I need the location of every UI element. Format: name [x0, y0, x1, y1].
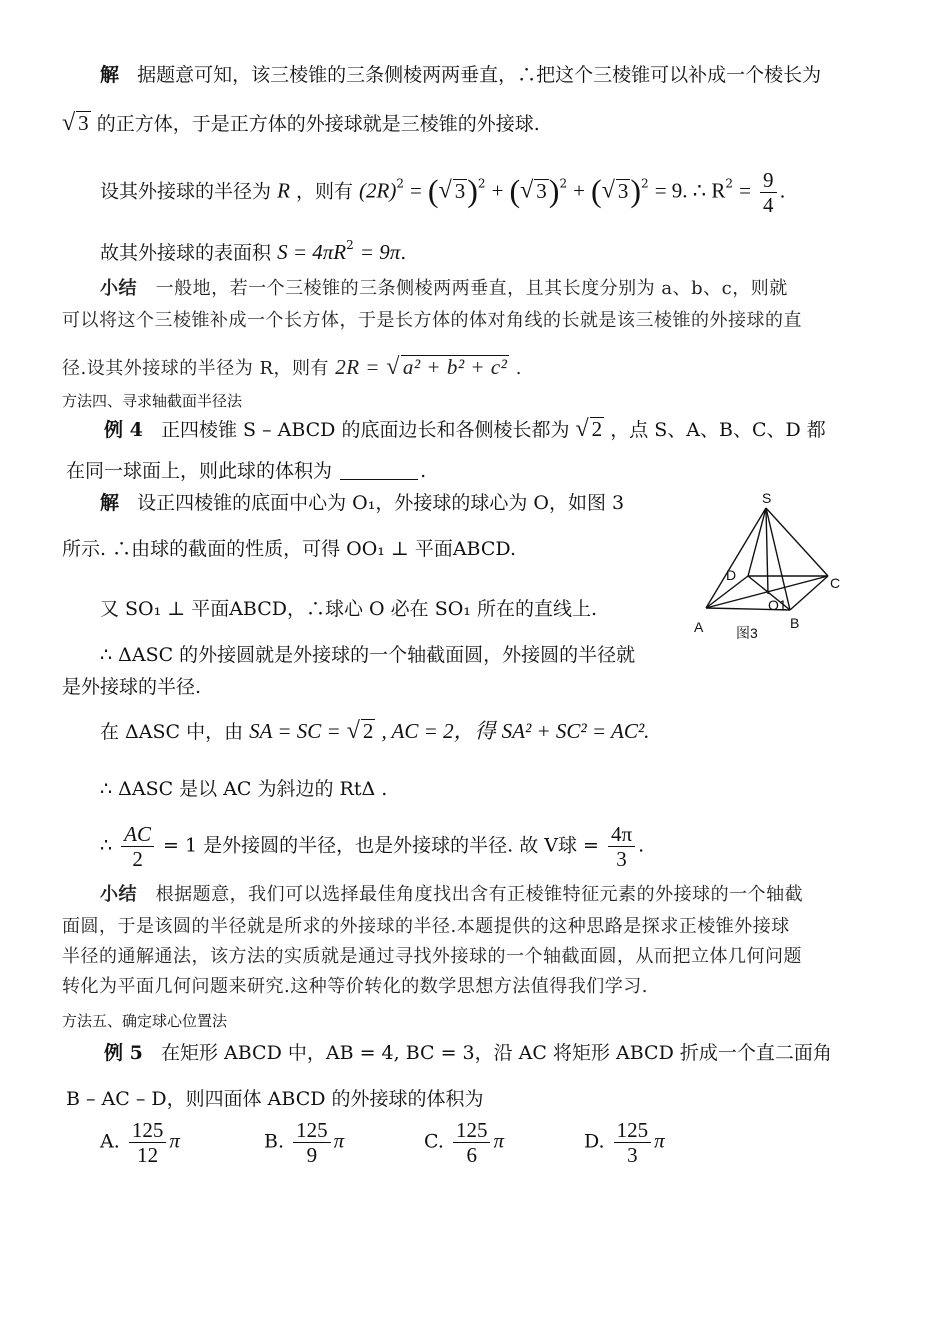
ex5-line2: B – AC – D，则四面体 ABCD 的外接球的体积为	[66, 1088, 484, 1110]
summary4-line3: 半径的通解通法，该方法的实质就是通过寻找外接球的一个轴截面圆，从而把立体几何问题	[62, 946, 802, 967]
sol3-line2: √ 3 的正方体，于是正方体的外接球就是三棱锥的外接球.	[62, 110, 540, 136]
sol3-line4: 故其外接球的表面积 $S = 4\pi R^2 = 9\pi$.	[100, 238, 407, 264]
sol3-line3: 设其外接球的半径为 R ，则有 $(2R)^2$ = (√ 3)$^2$ + (√ 3)$^2$ + (√ 3)$^2$ = 9. ∴ $R^2$ = $\frac{9}{4}$ .	[100, 168, 786, 217]
ex5-line1: 例 5 在矩形 ABCD 中，AB = 4, BC = 3，沿 AC 将矩形 ABCD 折成一个直二面角	[104, 1042, 832, 1064]
sol4-line2: 所示. ∴由球的截面的性质，可得 OO₁ ⊥ 平面ABCD.	[62, 538, 517, 560]
sol3-line1	[100, 62, 821, 88]
option-d[interactable]: D. $\frac{125}{3}$ π	[584, 1118, 665, 1167]
sol3-text2: 的正方体，于是正方体的外接球就是三棱锥的外接球.	[96, 113, 540, 135]
ex4-line2: 在同一球面上，则此球的体积为 .	[66, 460, 427, 482]
method4-title: 方法四、寻求轴截面半径法	[62, 392, 243, 410]
sol4-line5: 是外接球的半径.	[62, 676, 202, 698]
fraction-9-4: $\frac{9}{4}$	[760, 168, 777, 217]
option-a[interactable]: A. $\frac{125}{12}$ π	[100, 1118, 180, 1167]
figure-caption: 图3	[736, 625, 758, 641]
option-b[interactable]: B. $\frac{125}{9}$ π	[264, 1118, 345, 1167]
example-label: 例 4	[104, 419, 143, 441]
label-C: C	[830, 575, 841, 591]
summary3-line3: 径.设其外接球的半径为 R，则有 2R = √ a² + b² + c² .	[62, 354, 522, 380]
summary4-line1: 小结 根据题意，我们可以选择最佳角度找出含有正棱锥特征元素的外接球的一个轴截	[100, 884, 804, 905]
option-c[interactable]: C. $\frac{125}{6}$ π	[424, 1118, 504, 1167]
label-A: A	[694, 619, 704, 635]
summary3-line1: 小结 一般地，若一个三棱锥的三条侧棱两两垂直，且其长度分别为 a、b、c，则就	[100, 278, 788, 299]
sol4-line3: 又 SO₁ ⊥ 平面ABCD，∴球心 O 必在 SO₁ 所在的直线上.	[100, 598, 597, 620]
sol4-line7: ∴ ΔASC 是以 AC 为斜边的 RtΔ .	[100, 778, 388, 800]
label-O1: O1	[768, 597, 787, 613]
solve-label: 解	[100, 64, 120, 86]
summary-label: 小结	[100, 278, 137, 299]
label-B: B	[790, 615, 800, 631]
figure-3-pyramid	[690, 488, 860, 648]
sol4-line4: ∴ ΔASC 的外接圆就是外接球的一个轴截面圆，外接圆的半径就	[100, 644, 636, 666]
answer-blank[interactable]	[340, 459, 418, 480]
ex4-line1: 例 4 正四棱锥 S – ABCD 的底面边长和各侧棱长都为 √ 2 ，点 S、A、B、C、D 都	[104, 416, 826, 442]
sol3-text1: 据题意可知，该三棱锥的三条侧棱两两垂直，∴把这个三棱锥可以补成一个棱长为	[137, 64, 822, 86]
summary4-line4: 转化为平面几何问题来研究.这种等价转化的数学思想方法值得我们学习.	[62, 976, 648, 997]
label-S: S	[762, 490, 772, 506]
sol4-line1: 解 设正四棱锥的底面中心为 O₁，外接球的球心为 O，如图 3	[100, 492, 625, 514]
summary4-line2: 面圆，于是该圆的半径就是所求的外接球的半径.本题提供的这种思路是探求正棱锥外接球	[62, 916, 790, 937]
method5-title: 方法五、确定球心位置法	[62, 1012, 228, 1030]
sqrt3: 3	[78, 111, 89, 135]
sol4-line6: 在 ΔASC 中，由 SA = SC = √ 2 , AC = 2，得 SA² + SC² = AC².	[100, 718, 650, 744]
summary3-line2: 可以将这个三棱锥补成一个长方体，于是长方体的体对角线的长就是该三棱锥的外接球的直	[62, 310, 802, 331]
ex5-options	[100, 1118, 740, 1178]
sol4-line8: ∴ $\frac{AC}{2}$ = 1 是外接圆的半径，也是外接球的半径. 故 V球 = $\frac{4\pi}{3}$ .	[100, 822, 645, 871]
label-D: D	[726, 567, 737, 583]
